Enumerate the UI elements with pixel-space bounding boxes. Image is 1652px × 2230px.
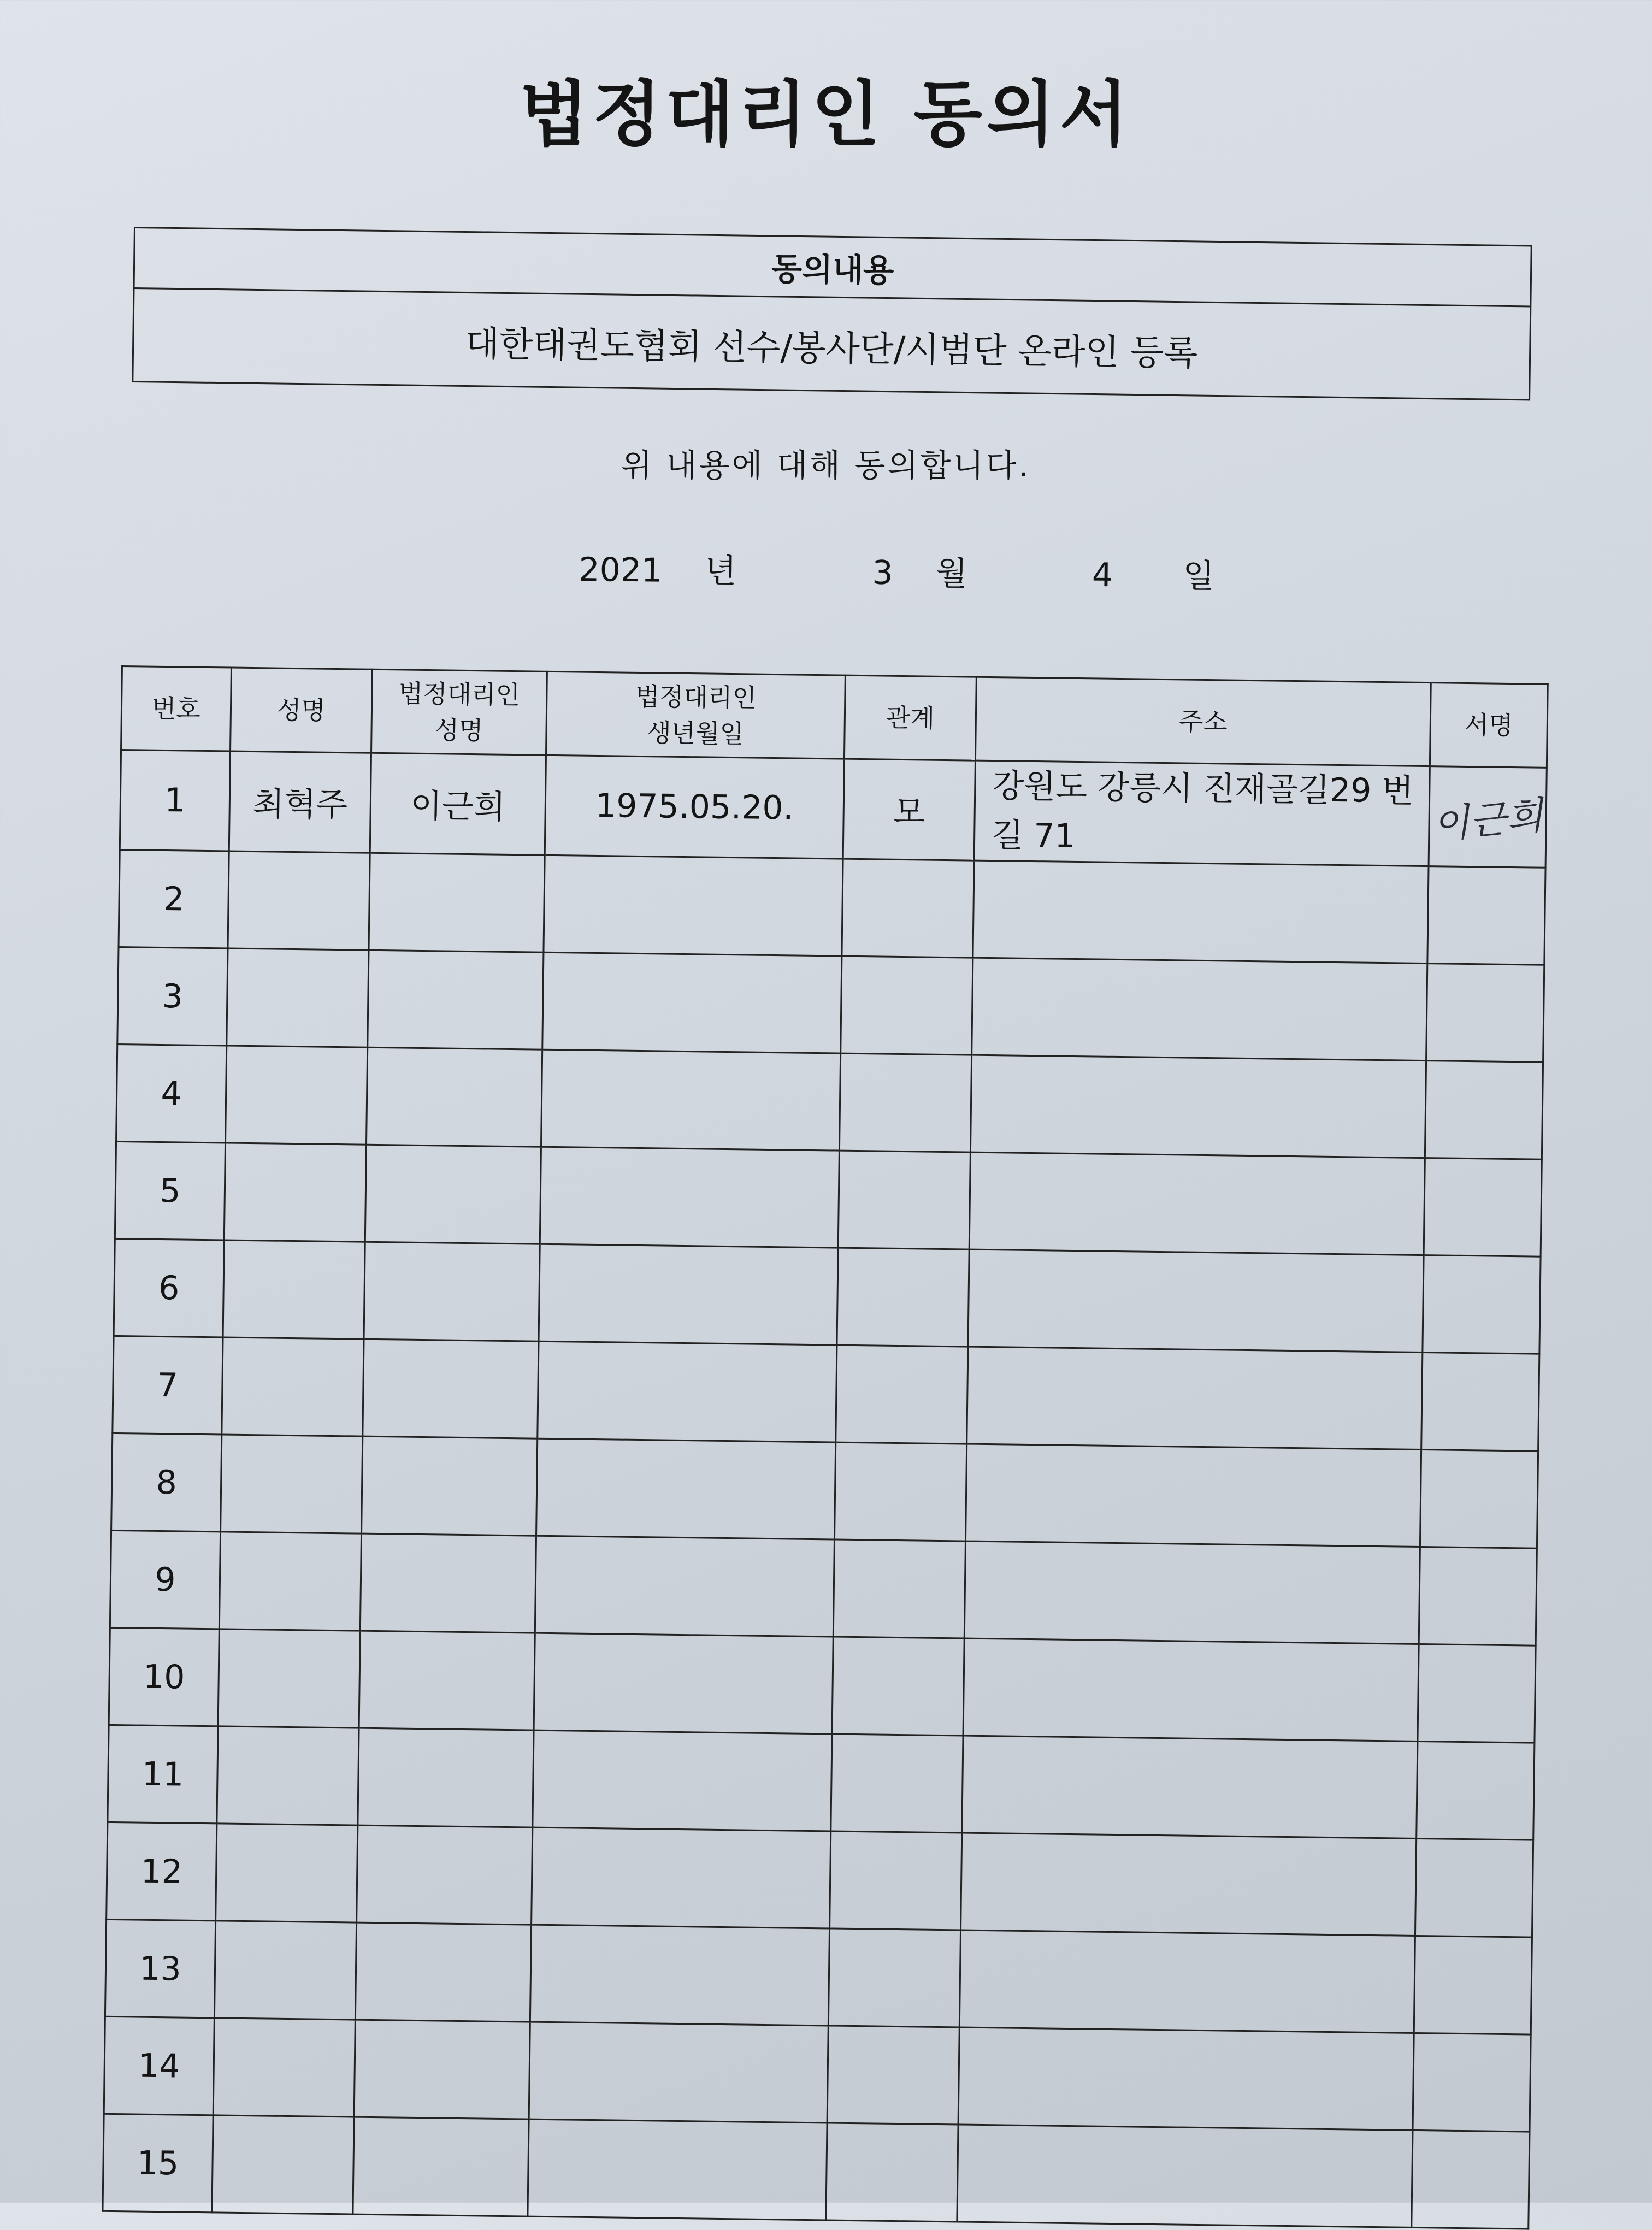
cell-guardian-birth (541, 1049, 840, 1151)
cell-signature (1421, 1353, 1539, 1452)
cell-relation (833, 1539, 965, 1638)
cell-guardian-birth (529, 2022, 828, 2123)
cell-address (963, 1638, 1419, 1741)
table-row (115, 1141, 1542, 1256)
cell-number: 11 (108, 1725, 218, 1823)
date-month-unit: 월 (935, 554, 968, 593)
cell-address (969, 1152, 1425, 1255)
cell-name (218, 1629, 360, 1728)
cell-guardian-name (364, 1242, 540, 1341)
cell-number: 9 (110, 1530, 220, 1629)
header-relation: 관계 (844, 675, 976, 760)
cell-address (970, 1055, 1426, 1158)
table-row (104, 2016, 1531, 2132)
cell-signature (1412, 2130, 1530, 2229)
cell-name (228, 851, 370, 950)
cell-guardian-birth (536, 1438, 836, 1539)
table-row (120, 750, 1547, 868)
cell-name (212, 2115, 354, 2214)
cell-guardian-birth (533, 1730, 832, 1831)
cell-number: 2 (119, 849, 229, 948)
cell-guardian-name (368, 950, 544, 1049)
cell-signature (1418, 1644, 1536, 1743)
cell-relation (834, 1442, 966, 1541)
date-day: 4 (1092, 556, 1113, 595)
table-row (119, 849, 1545, 965)
consent-content-text: 대한태권도협회 선수/봉사단/시범단 온라인 등록 (465, 323, 1198, 374)
date-month: 3 (872, 553, 894, 593)
date-day-unit: 일 (1182, 557, 1215, 596)
cell-guardian-birth (538, 1341, 837, 1442)
cell-signature (1427, 866, 1545, 965)
cell-name (221, 1435, 363, 1533)
cell-guardian-birth (530, 1925, 829, 2026)
header-guardian-birth-line1: 법정대리인 (635, 681, 757, 713)
cell-name (227, 948, 369, 1047)
cell-number: 4 (116, 1044, 227, 1142)
cell-number: 13 (105, 1919, 215, 2017)
cell-number: 12 (107, 1822, 217, 1920)
header-signature: 서명 (1430, 683, 1548, 768)
cell-number: 6 (114, 1238, 224, 1337)
guardian-table (102, 665, 1548, 2230)
cell-guardian-name (363, 1339, 539, 1438)
cell-relation (828, 1928, 960, 2027)
cell-relation (838, 1151, 970, 1249)
table-row (111, 1433, 1538, 1548)
cell-name: 최혁주 (229, 751, 371, 853)
cell-number: 7 (113, 1336, 223, 1434)
cell-guardian-name (359, 1631, 535, 1730)
cell-guardian-name (369, 853, 545, 952)
cell-signature (1424, 1158, 1542, 1257)
table-body (103, 750, 1547, 2229)
cell-signature (1417, 1741, 1535, 1840)
cell-name (213, 2018, 355, 2117)
header-guardian-name-line2: 성명 (434, 715, 483, 746)
header-guardian-name-line1: 법정대리인 (398, 679, 521, 710)
cell-guardian-birth (534, 1633, 833, 1734)
cell-guardian-birth (542, 952, 842, 1053)
cell-guardian-name (358, 1728, 534, 1827)
cell-address (973, 860, 1429, 963)
cell-address (957, 2125, 1413, 2227)
table-row (109, 1627, 1536, 1743)
cell-relation (830, 1831, 962, 1930)
cell-number: 14 (104, 2016, 214, 2115)
header-name: 성명 (231, 668, 373, 753)
cell-name (223, 1240, 365, 1339)
cell-guardian-birth: 1975.05.20. (545, 755, 844, 859)
cell-number: 1 (120, 750, 230, 851)
table-row (103, 2114, 1530, 2229)
document-title: 법정대리인 동의서 (520, 73, 1132, 156)
cell-guardian-name (360, 1533, 536, 1633)
guardian-table-wrapper (102, 665, 1548, 2230)
cell-signature (1414, 1936, 1532, 2034)
cell-address (964, 1541, 1420, 1644)
cell-number: 8 (111, 1433, 222, 1531)
table-row (116, 1044, 1543, 1159)
header-address: 주소 (975, 677, 1431, 766)
cell-name (214, 1921, 356, 2020)
cell-guardian-birth (539, 1244, 838, 1345)
cell-address (962, 1736, 1418, 1838)
table-row (105, 1919, 1532, 2034)
cell-number: 3 (117, 947, 228, 1045)
cell-signature (1425, 1061, 1543, 1160)
agreement-statement: 위 내용에 대해 동의합니다. (621, 447, 1031, 484)
cell-guardian-name (357, 1825, 533, 1925)
cell-name (226, 1046, 368, 1145)
table-row (114, 1238, 1541, 1354)
consent-content-header: 동의내용 (135, 228, 1531, 307)
cell-relation (827, 2026, 959, 2125)
cell-address (958, 2027, 1414, 2130)
cell-guardian-birth (535, 1536, 834, 1637)
cell-signature (1413, 2033, 1531, 2132)
cell-relation (826, 2123, 958, 2222)
cell-guardian-name (365, 1145, 541, 1244)
cell-address (972, 958, 1427, 1060)
cell-name (222, 1337, 364, 1436)
date-year-unit: 년 (704, 552, 737, 591)
cell-address (959, 1930, 1415, 2033)
cell-guardian-name (354, 2020, 530, 2119)
header-guardian-name (371, 669, 547, 755)
handwritten-signature: 이근희 (1430, 792, 1545, 848)
cell-address (961, 1833, 1417, 1936)
cell-guardian-name: 이근희 (370, 753, 546, 855)
cell-guardian-birth (540, 1147, 839, 1248)
date-year: 2021 (579, 550, 663, 590)
cell-address (967, 1347, 1423, 1449)
cell-guardian-name (367, 1047, 542, 1147)
table-row (107, 1822, 1533, 1937)
cell-signature (1419, 1547, 1537, 1646)
cell-guardian-name (355, 1922, 531, 2022)
cell-relation (837, 1248, 969, 1347)
cell-relation (831, 1734, 963, 1833)
cell-signature (1423, 1255, 1541, 1354)
table-row (117, 947, 1544, 1062)
cell-relation: 모 (843, 759, 975, 860)
cell-signature (1426, 964, 1544, 1063)
cell-guardian-birth (528, 2119, 827, 2220)
consent-content-box (132, 227, 1532, 400)
table-row (110, 1530, 1537, 1645)
cell-name (224, 1143, 366, 1242)
cell-address (965, 1444, 1421, 1547)
cell-number: 15 (103, 2114, 213, 2212)
cell-guardian-name (353, 2117, 529, 2216)
cell-relation (841, 956, 973, 1055)
table-row (108, 1725, 1535, 1840)
cell-name (217, 1726, 359, 1825)
cell-signature (1420, 1450, 1538, 1549)
header-guardian-birth-line2: 생년월일 (646, 718, 745, 749)
cell-signature (1415, 1838, 1533, 1937)
header-guardian-birth (546, 671, 845, 759)
cell-relation (836, 1345, 968, 1444)
table-row (113, 1336, 1539, 1451)
cell-guardian-birth (532, 1827, 831, 1928)
cell-address (968, 1249, 1424, 1352)
cell-address: 강원도 강릉시 진재골길29 번길 71 (974, 760, 1430, 866)
header-number: 번호 (121, 666, 232, 752)
cell-name (216, 1824, 358, 1922)
cell-guardian-birth (544, 855, 843, 956)
cell-guardian-name (362, 1436, 538, 1536)
cell-relation (832, 1637, 964, 1736)
cell-relation (842, 859, 974, 958)
consent-date (579, 544, 1215, 597)
cell-name (219, 1532, 361, 1631)
cell-relation (839, 1053, 971, 1152)
cell-number: 5 (115, 1141, 225, 1240)
cell-number: 10 (109, 1627, 219, 1726)
cell-signature (1429, 766, 1547, 868)
